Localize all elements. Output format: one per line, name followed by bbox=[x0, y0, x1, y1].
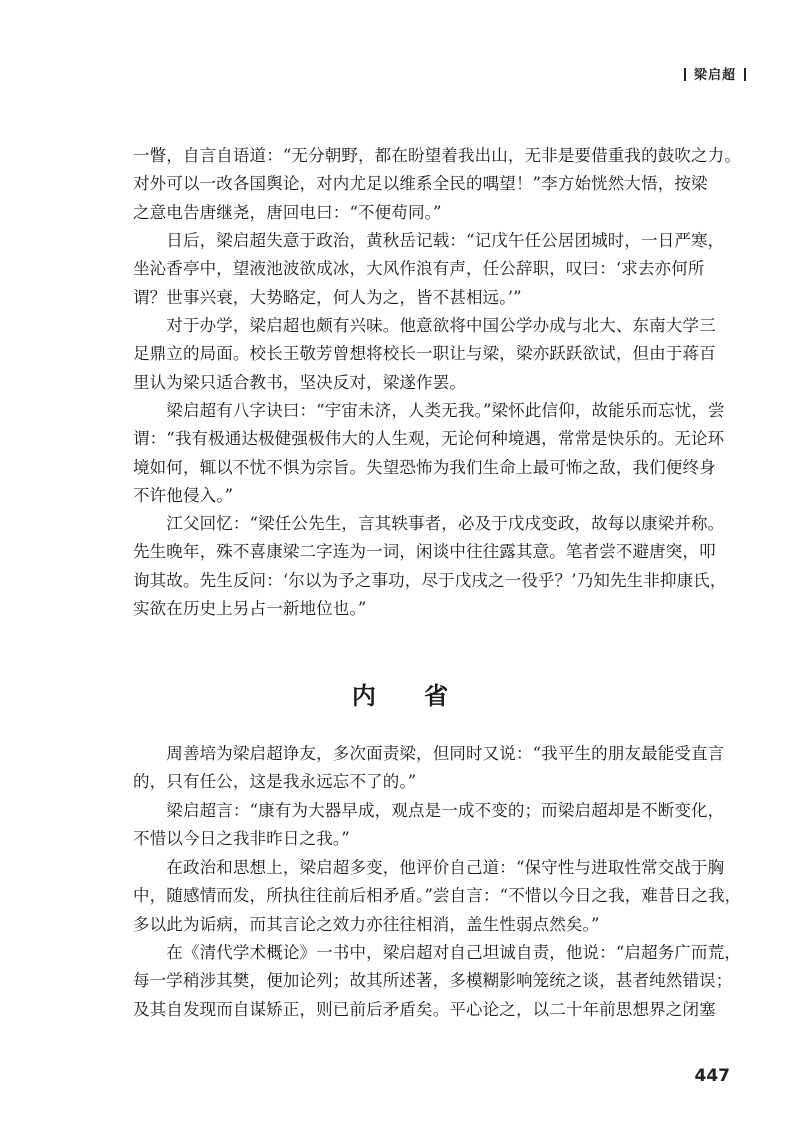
text-line: 一瞥，自言自语道：“无分朝野，都在盼望着我出山，无非是要借重我的鼓吹之力。 bbox=[133, 146, 741, 165]
paragraph-7 bbox=[133, 797, 743, 854]
text-line: 中，随感情而发，所执往往前后相矛盾。”尝自言：“不惜以今日之我，难昔日之我， bbox=[133, 886, 742, 906]
running-head-title: 梁启超 bbox=[693, 68, 736, 83]
text-line: 不惜以今日之我非昨日之我。” bbox=[133, 829, 350, 849]
text-line: 的，只有任公，这是我永远忘不了的。” bbox=[133, 772, 417, 792]
text-line: 询其故。先生反问：‘尔以为予之事功，尽于戊戌之一役乎？’乃知先生非抑康氏， bbox=[133, 570, 727, 590]
text-line: 不许他侵入。” bbox=[133, 485, 234, 505]
text-line: 日后，梁启超失意于政治，黄秋岳记载：“记戊午任公居团城时，一日严寒， bbox=[133, 231, 725, 250]
page-number: 447 bbox=[694, 1066, 730, 1086]
text-line: 坐沁香亭中，望液池波欲成冰，大风作浪有声，任公辞职，叹曰：‘求去亦何所 bbox=[133, 259, 705, 279]
paragraph-9 bbox=[133, 939, 743, 1024]
text-line: 谓：“我有极通达极健强极伟大的人生观，无论何种境遇，常常是快乐的。无论环 bbox=[133, 429, 725, 449]
text-line: 江父回忆：“梁任公先生，言其轶事者，必及于戊戌变政，故每以康梁并称。 bbox=[133, 514, 725, 533]
text-line: 及其自发现而自谋矫正，则已前后矛盾矣。平心论之，以二十年前思想界之闭塞 bbox=[133, 999, 716, 1019]
text-line: 对于办学，梁启超也颇有兴味。他意欲将中国公学办成与北大、东南大学三 bbox=[133, 316, 716, 335]
text-line: 对外可以一改各国舆论，对内尤足以维系全民的喁望！”李方始恍然大悟，按梁 bbox=[133, 174, 708, 194]
text-line: 谓？世事兴衰，大势略定，何人为之，皆不甚相远。’” bbox=[133, 287, 522, 307]
paragraph-5 bbox=[133, 510, 743, 623]
text-line: 境如何，辄以不忧不惧为宗旨。失望恐怖为我们生命上最可怖之敌，我们便终身 bbox=[133, 457, 716, 477]
text-line: 先生晚年，殊不喜康梁二字连为一词，闲谈中往往露其意。笔者尝不避唐突，叩 bbox=[133, 542, 716, 562]
paragraph-1 bbox=[133, 142, 743, 227]
paragraph-6 bbox=[133, 740, 743, 797]
text-line: 里认为梁只适合教书，坚决反对，梁遂作罢。 bbox=[133, 372, 466, 392]
text-line: 每一学稍涉其樊，便加论列；故其所述著，多模糊影响笼统之谈，甚者纯然错误； bbox=[133, 971, 733, 991]
text-line: 足鼎立的局面。校长王敬芳曾想将校长一职让与梁，梁亦跃跃欲试，但由于蒋百 bbox=[133, 344, 716, 364]
paragraph-4 bbox=[133, 397, 743, 510]
paragraph-3 bbox=[133, 312, 743, 397]
text-line: 在政治和思想上，梁启超多变，他评价自己道：“保守性与进取性常交战于胸 bbox=[133, 858, 725, 877]
paragraph-2 bbox=[133, 227, 743, 312]
running-head-right-bar bbox=[744, 68, 746, 81]
running-head-left-bar bbox=[684, 68, 686, 81]
text-line: 在《清代学术概论》一书中，梁启超对自己坦诚自责，他说：“启超务广而荒， bbox=[133, 943, 741, 962]
text-line: 梁启超有八字诀曰：“宇宙未济，人类无我。”梁怀此信仰，故能乐而忘忧，尝 bbox=[133, 401, 725, 420]
running-head bbox=[676, 64, 754, 83]
paragraph-8 bbox=[133, 854, 743, 939]
text-line: 实欲在历史上另占一新地位也。” bbox=[133, 598, 367, 618]
text-line: 梁启超言：“康有为大器早成，观点是一成不变的；而梁启超却是不断变化， bbox=[133, 801, 725, 820]
text-line: 之意电告唐继尧，唐回电曰：“不便苟同。” bbox=[133, 202, 442, 222]
section-title: 内 省 bbox=[351, 682, 469, 710]
text-line: 周善培为梁启超诤友，多次面责梁，但同时又说：“我平生的朋友最能受直言 bbox=[133, 744, 725, 763]
text-line: 多以此为诟病，而其言论之效力亦往往相消，盖生性弱点然矣。” bbox=[133, 914, 600, 934]
